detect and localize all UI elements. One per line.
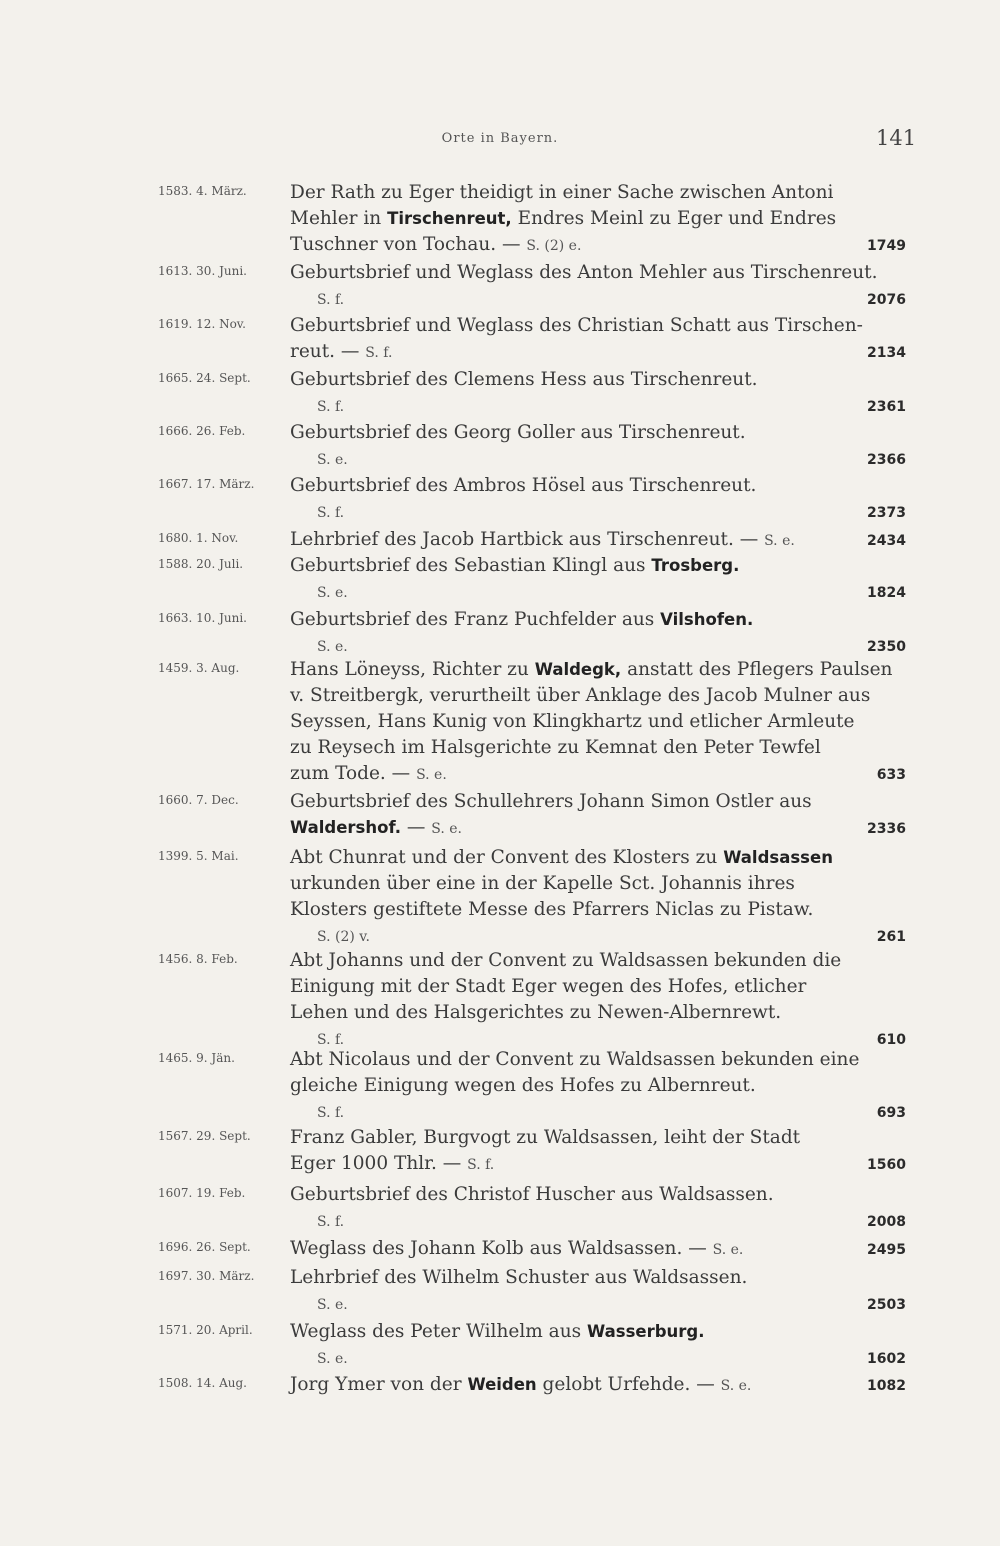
entry-text-segment: Hans Löneyss, Richter zu — [290, 659, 535, 680]
entry-date: 1583. 4. März. — [158, 184, 247, 198]
entry-line — [290, 286, 924, 312]
entry-text-segment: Geburtsbrief des Schullehrers Johann Simon Ostler aus — [290, 791, 812, 812]
entry-line — [290, 1125, 924, 1151]
place-name: Vilshofen. — [660, 610, 754, 629]
entry-date: 1607. 19. Feb. — [158, 1186, 246, 1200]
entry-date: 1459. 3. Aug. — [158, 661, 240, 675]
entry-date: 1666. 26. Feb. — [158, 424, 246, 438]
entry-text-segment: zum Tode. — — [290, 763, 417, 784]
entry-date: 1567. 29. Sept. — [158, 1129, 251, 1143]
source-ref: S. e. — [317, 1297, 348, 1313]
entry-text-segment: reut. — — [290, 341, 366, 362]
entry-line — [290, 761, 924, 787]
entry-number: 1824 — [867, 585, 906, 601]
place-name: Wasserburg. — [587, 1322, 705, 1341]
entry-text — [290, 260, 924, 312]
entry-line — [290, 367, 924, 393]
entry-line — [290, 339, 924, 365]
entry-line — [290, 313, 924, 339]
entry-text — [290, 948, 924, 1052]
entry-text-segment: Seyssen, Hans Kunig von Klingkhartz und etlicher Armleute — [290, 711, 855, 732]
entry-text-segment: Weglass des Johann Kolb aus Waldsassen. — — [290, 1238, 713, 1259]
entry-line — [290, 1291, 924, 1317]
entry-text-segment: Geburtsbrief des Franz Puchfelder aus — [290, 609, 661, 630]
entry-line — [290, 420, 924, 446]
entry-text-segment: Abt Chunrat und der Convent des Klosters zu — [290, 847, 724, 868]
entry-text-segment: Abt Nicolaus und der Convent zu Waldsassen bekunden eine — [290, 1049, 860, 1070]
source-ref: S. f. — [365, 345, 393, 361]
entry-text-segment: Geburtsbrief des Georg Goller aus Tirschenreut. — [290, 422, 746, 443]
entry-date: 1508. 14. Aug. — [158, 1376, 247, 1390]
source-ref: S. e. — [317, 1351, 348, 1367]
place-name: Waldershof. — [290, 818, 401, 837]
entry-number: 2361 — [867, 399, 906, 415]
source-ref: S. e. — [317, 639, 348, 655]
entry-text-segment: Lehrbrief des Wilhelm Schuster aus Waldsassen. — [290, 1267, 748, 1288]
entry-date: 1680. 1. Nov. — [158, 531, 239, 545]
entry-line — [290, 709, 924, 735]
entry-text — [290, 473, 924, 525]
entry-text-segment: zu Reysech im Halsgerichte zu Kemnat den Peter Tewfel — [290, 737, 821, 758]
source-ref: S. f. — [317, 399, 345, 415]
entry-date: 1465. 9. Jän. — [158, 1051, 235, 1065]
entry-text-segment: — — [401, 817, 432, 838]
entry-line — [290, 1372, 924, 1398]
entry-text — [290, 180, 924, 258]
entry-text — [290, 1182, 924, 1234]
entry-text-segment: Geburtsbrief und Weglass des Christian Schatt aus Tirschen- — [290, 315, 863, 336]
source-ref: S. f. — [317, 505, 345, 521]
entry-date: 1571. 20. April. — [158, 1323, 253, 1337]
entry-line — [290, 1151, 924, 1177]
entry-text-segment: Tuschner von Tochau. — — [290, 234, 527, 255]
entry-text — [290, 313, 924, 365]
entry-date: 1665. 24. Sept. — [158, 371, 251, 385]
entry-number: 2350 — [867, 639, 906, 655]
entry-line — [290, 579, 924, 605]
entry-text — [290, 1265, 924, 1317]
entry-date: 1667. 17. März. — [158, 477, 255, 491]
place-name: Weiden — [467, 1375, 537, 1394]
entry-number: 610 — [876, 1032, 906, 1048]
entry-text-segment: v. Streitbergk, verurtheilt über Anklage des Jacob Mulner aus — [290, 685, 871, 706]
entry-text — [290, 607, 924, 659]
entry-text-segment: Franz Gabler, Burgvogt zu Waldsassen, leiht der Stadt — [290, 1127, 801, 1148]
source-ref: S. f. — [317, 1032, 345, 1048]
entry-line — [290, 1099, 924, 1125]
entry-text — [290, 1047, 924, 1125]
entry-number: 633 — [876, 767, 906, 783]
entry-line — [290, 1182, 924, 1208]
source-ref: S. e. — [720, 1378, 752, 1394]
entry-number: 2366 — [867, 452, 906, 468]
entry-line — [290, 499, 924, 525]
entry-text — [290, 1319, 924, 1371]
entry-text — [290, 845, 924, 949]
entry-date: 1696. 26. Sept. — [158, 1240, 251, 1254]
entry-text-segment: gelobt Urfehde. — — [536, 1374, 721, 1395]
entry-text-segment: Jorg Ymer von der — [290, 1374, 468, 1395]
place-name: Waldsassen — [723, 848, 833, 867]
entry-line — [290, 473, 924, 499]
entry-line — [290, 607, 924, 633]
entry-text-segment: Einigung mit der Stadt Eger wegen des Hofes, etlicher — [290, 976, 807, 997]
entry-line — [290, 657, 924, 683]
entry-text — [290, 553, 924, 605]
entry-line — [290, 735, 924, 761]
entry-date: 1663. 10. Juni. — [158, 611, 247, 625]
entry-line — [290, 974, 924, 1000]
entry-line — [290, 871, 924, 897]
entry-number: 2076 — [867, 292, 906, 308]
source-ref: S. (2) v. — [317, 929, 370, 945]
entry-line — [290, 527, 924, 553]
entry-text — [290, 420, 924, 472]
entry-line — [290, 897, 924, 923]
entry-number: 1602 — [867, 1351, 906, 1367]
entry-line — [290, 1345, 924, 1371]
entry-line — [290, 923, 924, 949]
entry-text-segment: gleiche Einigung wegen des Hofes zu Albernreut. — [290, 1075, 756, 1096]
entry-line — [290, 1000, 924, 1026]
entry-number: 2008 — [867, 1214, 906, 1230]
entry-number: 1749 — [867, 238, 906, 254]
entry-text-segment: Abt Johanns und der Convent zu Waldsassen bekunden die — [290, 950, 842, 971]
entry-date: 1613. 30. Juni. — [158, 264, 247, 278]
entry-number: 2434 — [867, 533, 906, 549]
entry-date: 1660. 7. Dec. — [158, 793, 239, 807]
entry-line — [290, 1047, 924, 1073]
entry-line — [290, 789, 924, 815]
entry-text — [290, 657, 924, 787]
entry-number: 1560 — [867, 1157, 906, 1173]
entry-number: 2495 — [867, 1242, 906, 1258]
entry-line — [290, 1208, 924, 1234]
entry-number: 693 — [876, 1105, 906, 1121]
entry-text — [290, 789, 924, 841]
entry-date: 1456. 8. Feb. — [158, 952, 238, 966]
entry-text-segment: Geburtsbrief des Sebastian Klingl aus — [290, 555, 652, 576]
place-name: Waldegk, — [534, 660, 622, 679]
entry-date: 1697. 30. März. — [158, 1269, 255, 1283]
place-name: Trosberg. — [651, 556, 740, 575]
entry-text-segment: Weglass des Peter Wilhelm aus — [290, 1321, 587, 1342]
place-name: Tirschenreut, — [387, 209, 512, 228]
entry-line — [290, 633, 924, 659]
entry-number: 2503 — [867, 1297, 906, 1313]
entry-number: 2373 — [867, 505, 906, 521]
entry-text-segment: Geburtsbrief des Ambros Hösel aus Tirschenreut. — [290, 475, 757, 496]
entry-number: 2336 — [867, 821, 906, 837]
entry-text — [290, 367, 924, 419]
source-ref: S. e. — [416, 767, 447, 783]
source-ref: S. f. — [317, 1214, 345, 1230]
entry-date: 1619. 12. Nov. — [158, 317, 246, 331]
source-ref: S. (2) e. — [526, 238, 582, 254]
source-ref: S. e. — [317, 452, 348, 468]
entry-text — [290, 1372, 924, 1398]
entry-line — [290, 1236, 924, 1262]
entry-line — [290, 393, 924, 419]
entry-line — [290, 845, 924, 871]
entry-text-segment: Mehler in — [290, 208, 388, 229]
entry-line — [290, 180, 924, 206]
entry-line — [290, 260, 924, 286]
entry-text-segment: Geburtsbrief und Weglass des Anton Mehler aus Tirschenreut. — [290, 262, 878, 283]
source-ref: S. e. — [431, 821, 462, 837]
entry-number: 1082 — [867, 1378, 906, 1394]
page-number: 141 — [876, 126, 917, 150]
source-ref: S. e. — [712, 1242, 744, 1258]
entry-line — [290, 1073, 924, 1099]
entry-text-segment: Eger 1000 Thlr. — — [290, 1153, 468, 1174]
source-ref: S. f. — [467, 1157, 495, 1173]
entry-text — [290, 1236, 924, 1262]
entry-line — [290, 948, 924, 974]
entry-text-segment: urkunden über eine in der Kapelle Sct. Johannis ihres — [290, 873, 795, 894]
entry-line — [290, 683, 924, 709]
source-ref: S. e. — [764, 533, 795, 549]
entry-text — [290, 1125, 924, 1177]
entry-text-segment: Klosters gestiftete Messe des Pfarrers Niclas zu Pistaw. — [290, 899, 814, 920]
entry-text-segment: Lehen und des Halsgerichtes zu Newen-Albernrewt. — [290, 1002, 782, 1023]
entry-line — [290, 206, 924, 232]
entry-number: 261 — [876, 929, 906, 945]
entry-date: 1588. 20. Juli. — [158, 557, 244, 571]
entry-line — [290, 815, 924, 841]
entry-text-segment: Endres Meinl zu Eger und Endres — [511, 208, 837, 229]
entry-number: 2134 — [867, 345, 906, 361]
entry-text-segment: Geburtsbrief des Christof Huscher aus Waldsassen. — [290, 1184, 774, 1205]
entry-line — [290, 1265, 924, 1291]
entry-text-segment: anstatt des Pflegers Paulsen — [621, 659, 893, 680]
entry-text-segment: Der Rath zu Eger theidigt in einer Sache zwischen Antoni — [290, 182, 834, 203]
source-ref: S. f. — [317, 292, 345, 308]
entry-date: 1399. 5. Mai. — [158, 849, 239, 863]
source-ref: S. e. — [317, 585, 348, 601]
entry-text — [290, 527, 924, 553]
entry-line — [290, 1319, 924, 1345]
entry-line — [290, 446, 924, 472]
source-ref: S. f. — [317, 1105, 345, 1121]
running-header: Orte in Bayern. — [441, 131, 559, 146]
entry-text-segment: Geburtsbrief des Clemens Hess aus Tirschenreut. — [290, 369, 758, 390]
entry-line — [290, 553, 924, 579]
entry-text-segment: Lehrbrief des Jacob Hartbick aus Tirschenreut. — — [290, 529, 765, 550]
entry-line — [290, 232, 924, 258]
